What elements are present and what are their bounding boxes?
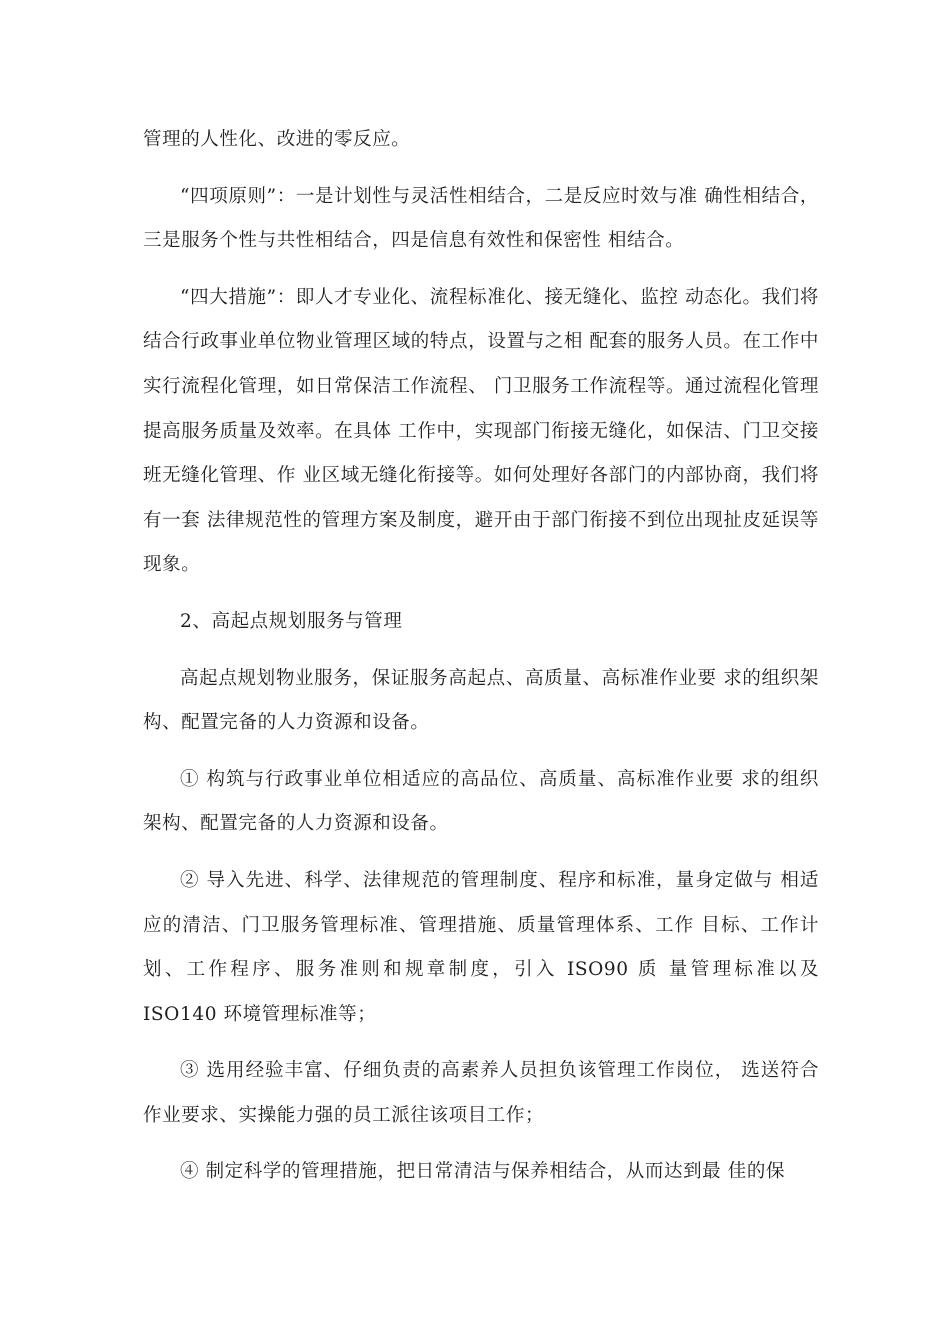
list-item-3: ③ 选用经验丰富、仔细负责的高素养人员担负该管理工作岗位， 选送符合作业要求、实操能力强的员工派往该项目工作； — [143, 1060, 819, 1126]
list-item-2: ② 导入先进、科学、法律规范的管理制度、程序和标准，量身定做与 相适应的清洁、门卫服务管理标准、管理措施、质量管理体系、工作 目标、工作计划、工作程序、服务准则和规章制度，引入 ISO90 质 量管理标准以及 ISO140 环境管理标准等； — [143, 869, 819, 1025]
list-item-1: ① 构筑与行政事业单位相适应的高品位、高质量、高标准作业要 求的组织架构、配置完备的人力资源和设备。 — [143, 768, 819, 835]
paragraph-planning-intro: 高起点规划物业服务，保证服务高起点、高质量、高标准作业要 求的组织架构、配置完备的人力资源和设备。 — [143, 667, 819, 734]
list-item-4: ④ 制定科学的管理措施，把日常清洁与保养相结合，从而达到最 佳的保 — [180, 1161, 786, 1183]
document-body — [143, 118, 819, 1195]
paragraph-four-principles: “四项原则”：一是计划性与灵活性相结合，二是反应时效与准 确性相结合，三是服务个性与共性相结合，四是信息有效性和保密性 相结合。 — [143, 185, 819, 252]
section-heading: 2、高起点规划服务与管理 — [180, 610, 403, 632]
paragraph-continuation: 管理的人性化、改进的零反应。 — [143, 129, 411, 150]
paragraph-four-measures: “四大措施”：即人才专业化、流程标准化、接无缝化、监控 动态化。我们将结合行政事业单位物业管理区域的特点，设置与之相 配套的服务人员。在工作中实行流程化管理，如日常保洁工作流程、 门卫服务工作流程等。通过流程化管理提高服务质量及效率。在具体 工作中，实现部门衔接无缝化，如保洁、门卫交接班无缝化管理、作 业区域无缝化衔接等。如何处理好各部门的内部协商，我们将有一套 法律规范性的管理方案及制度，避开由于部门衔接不到位出现扯皮延误等 现象。 — [143, 286, 819, 576]
